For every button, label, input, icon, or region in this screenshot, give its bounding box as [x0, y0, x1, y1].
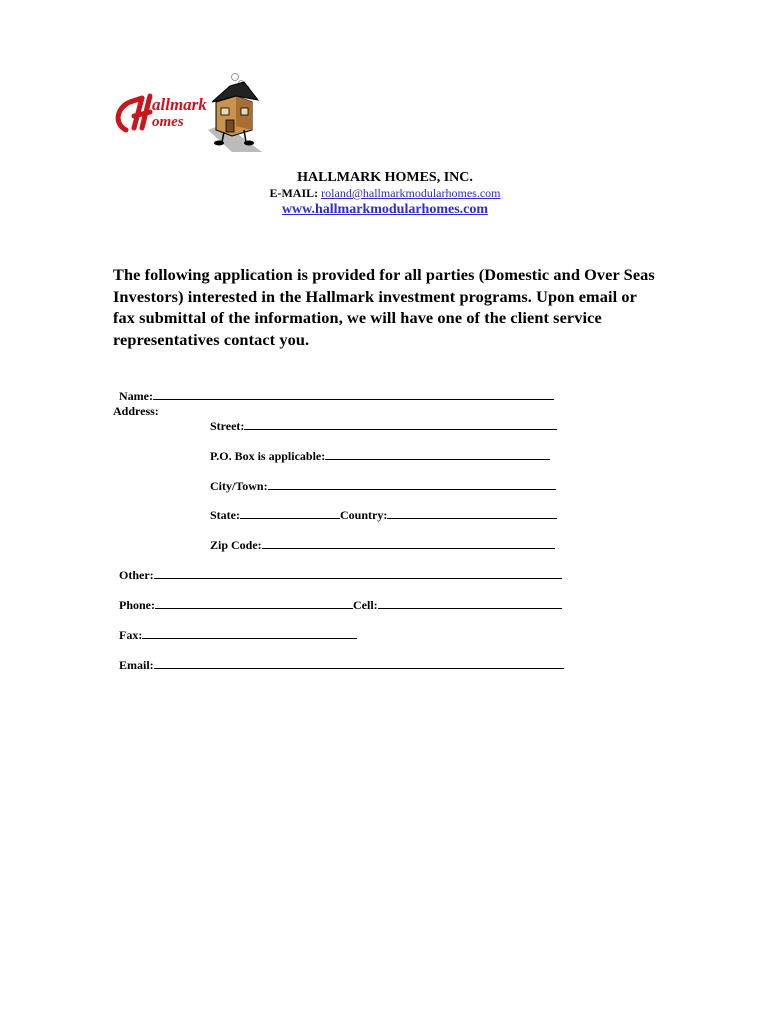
street-label: Street:: [210, 419, 245, 433]
email-line: [0, 186, 770, 201]
website-line: [0, 202, 770, 218]
po-box-row: [204, 434, 550, 463]
city-label: City/Town:: [210, 479, 268, 493]
zip-field[interactable]: [262, 537, 555, 549]
country-field[interactable]: [387, 507, 557, 519]
email-field[interactable]: [154, 657, 564, 669]
cell-label: Cell:: [353, 598, 378, 612]
other-label: Other:: [119, 568, 154, 582]
zip-row: [204, 523, 555, 552]
state-label: State:: [210, 508, 240, 522]
logo-word-homes: omes: [152, 114, 184, 130]
phone-label: Phone:: [119, 598, 155, 612]
name-field[interactable]: [153, 388, 554, 400]
phone-field[interactable]: [155, 597, 353, 609]
address-label: Address:: [113, 404, 159, 418]
other-row: [113, 553, 562, 582]
other-field[interactable]: [154, 567, 562, 579]
email-row: [113, 643, 564, 672]
company-name: HALLMARK HOMES, INC.: [297, 170, 473, 185]
fax-field[interactable]: [142, 627, 357, 639]
zip-label: Zip Code:: [210, 538, 262, 552]
name-label: Name:: [119, 389, 153, 403]
fax-row: [113, 613, 357, 642]
email-field-label: Email:: [119, 658, 154, 672]
street-field[interactable]: [244, 418, 557, 430]
name-row: [113, 374, 554, 403]
email-label: E-MAIL:: [269, 186, 319, 200]
phone-row: [113, 583, 562, 612]
po-box-field[interactable]: [325, 448, 550, 460]
city-row: [204, 464, 556, 493]
country-label: Country:: [340, 508, 388, 522]
street-row: [204, 404, 557, 433]
state-row: [204, 493, 557, 522]
intro-paragraph: The following application is provided for all parties (Domestic and Over Seas Investors) interested in the Hallmark investment programs. Upon email or fax submittal of the information, we will have one of the client service representatives contact you.: [113, 265, 655, 349]
state-field[interactable]: [240, 507, 340, 519]
fax-label: Fax:: [119, 628, 143, 642]
logo-word-hallmark: allmark: [152, 95, 207, 114]
po-box-label: P.O. Box is applicable:: [210, 449, 326, 463]
city-field[interactable]: [268, 478, 556, 490]
website-link[interactable]: www.hallmarkmodularhomes.com: [281, 202, 489, 217]
hallmark-homes-logo: [112, 72, 270, 152]
cell-field[interactable]: [378, 597, 562, 609]
email-link[interactable]: roland@hallmarkmodularhomes.com: [321, 186, 501, 200]
